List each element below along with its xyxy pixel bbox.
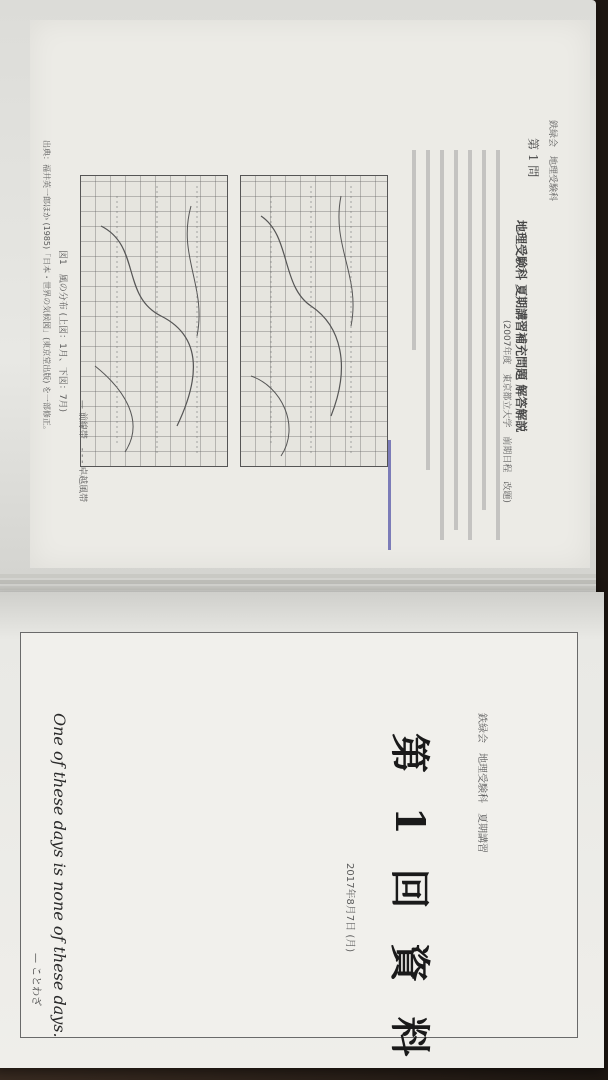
upper-page	[30, 20, 590, 568]
quote-attribution: — ことわざ	[30, 953, 41, 1007]
map-january	[240, 175, 388, 467]
map-july	[80, 175, 228, 467]
page-edge	[0, 586, 596, 590]
page-title: 第 1 回 資 料	[386, 733, 433, 1067]
page-edge	[0, 574, 596, 578]
figure-source: 出典：福井英一郎ほか (1985)「日本・世界の気候図」(東京堂出版) を一部修正。	[42, 140, 51, 434]
page-header: 鉄緑会 地理受験科	[547, 120, 557, 202]
page-title: 地理受験科 夏期講習補充問題 解答解説	[514, 220, 528, 433]
lower-page	[20, 632, 578, 1067]
page-header: 鉄緑会 地理受験科 夏期講習	[476, 713, 487, 853]
map-legend: — 前線帯 - - - 卓越風帯	[77, 400, 87, 503]
figure-caption: 図1 風の分布 (上図：1月、下図：7月)	[57, 250, 67, 413]
underline-mark	[388, 440, 391, 550]
date-label: 2017年8月7日 (月)	[344, 863, 355, 953]
section-number: 第 1 問	[526, 138, 540, 178]
quote-text: One of these days is none of these days.	[50, 713, 69, 1038]
body-text	[390, 150, 500, 550]
problem-source: (2007年度 東京都立大学 前期日程 改題)	[501, 320, 511, 503]
page-edge	[0, 580, 596, 584]
lower-book	[0, 592, 604, 1068]
